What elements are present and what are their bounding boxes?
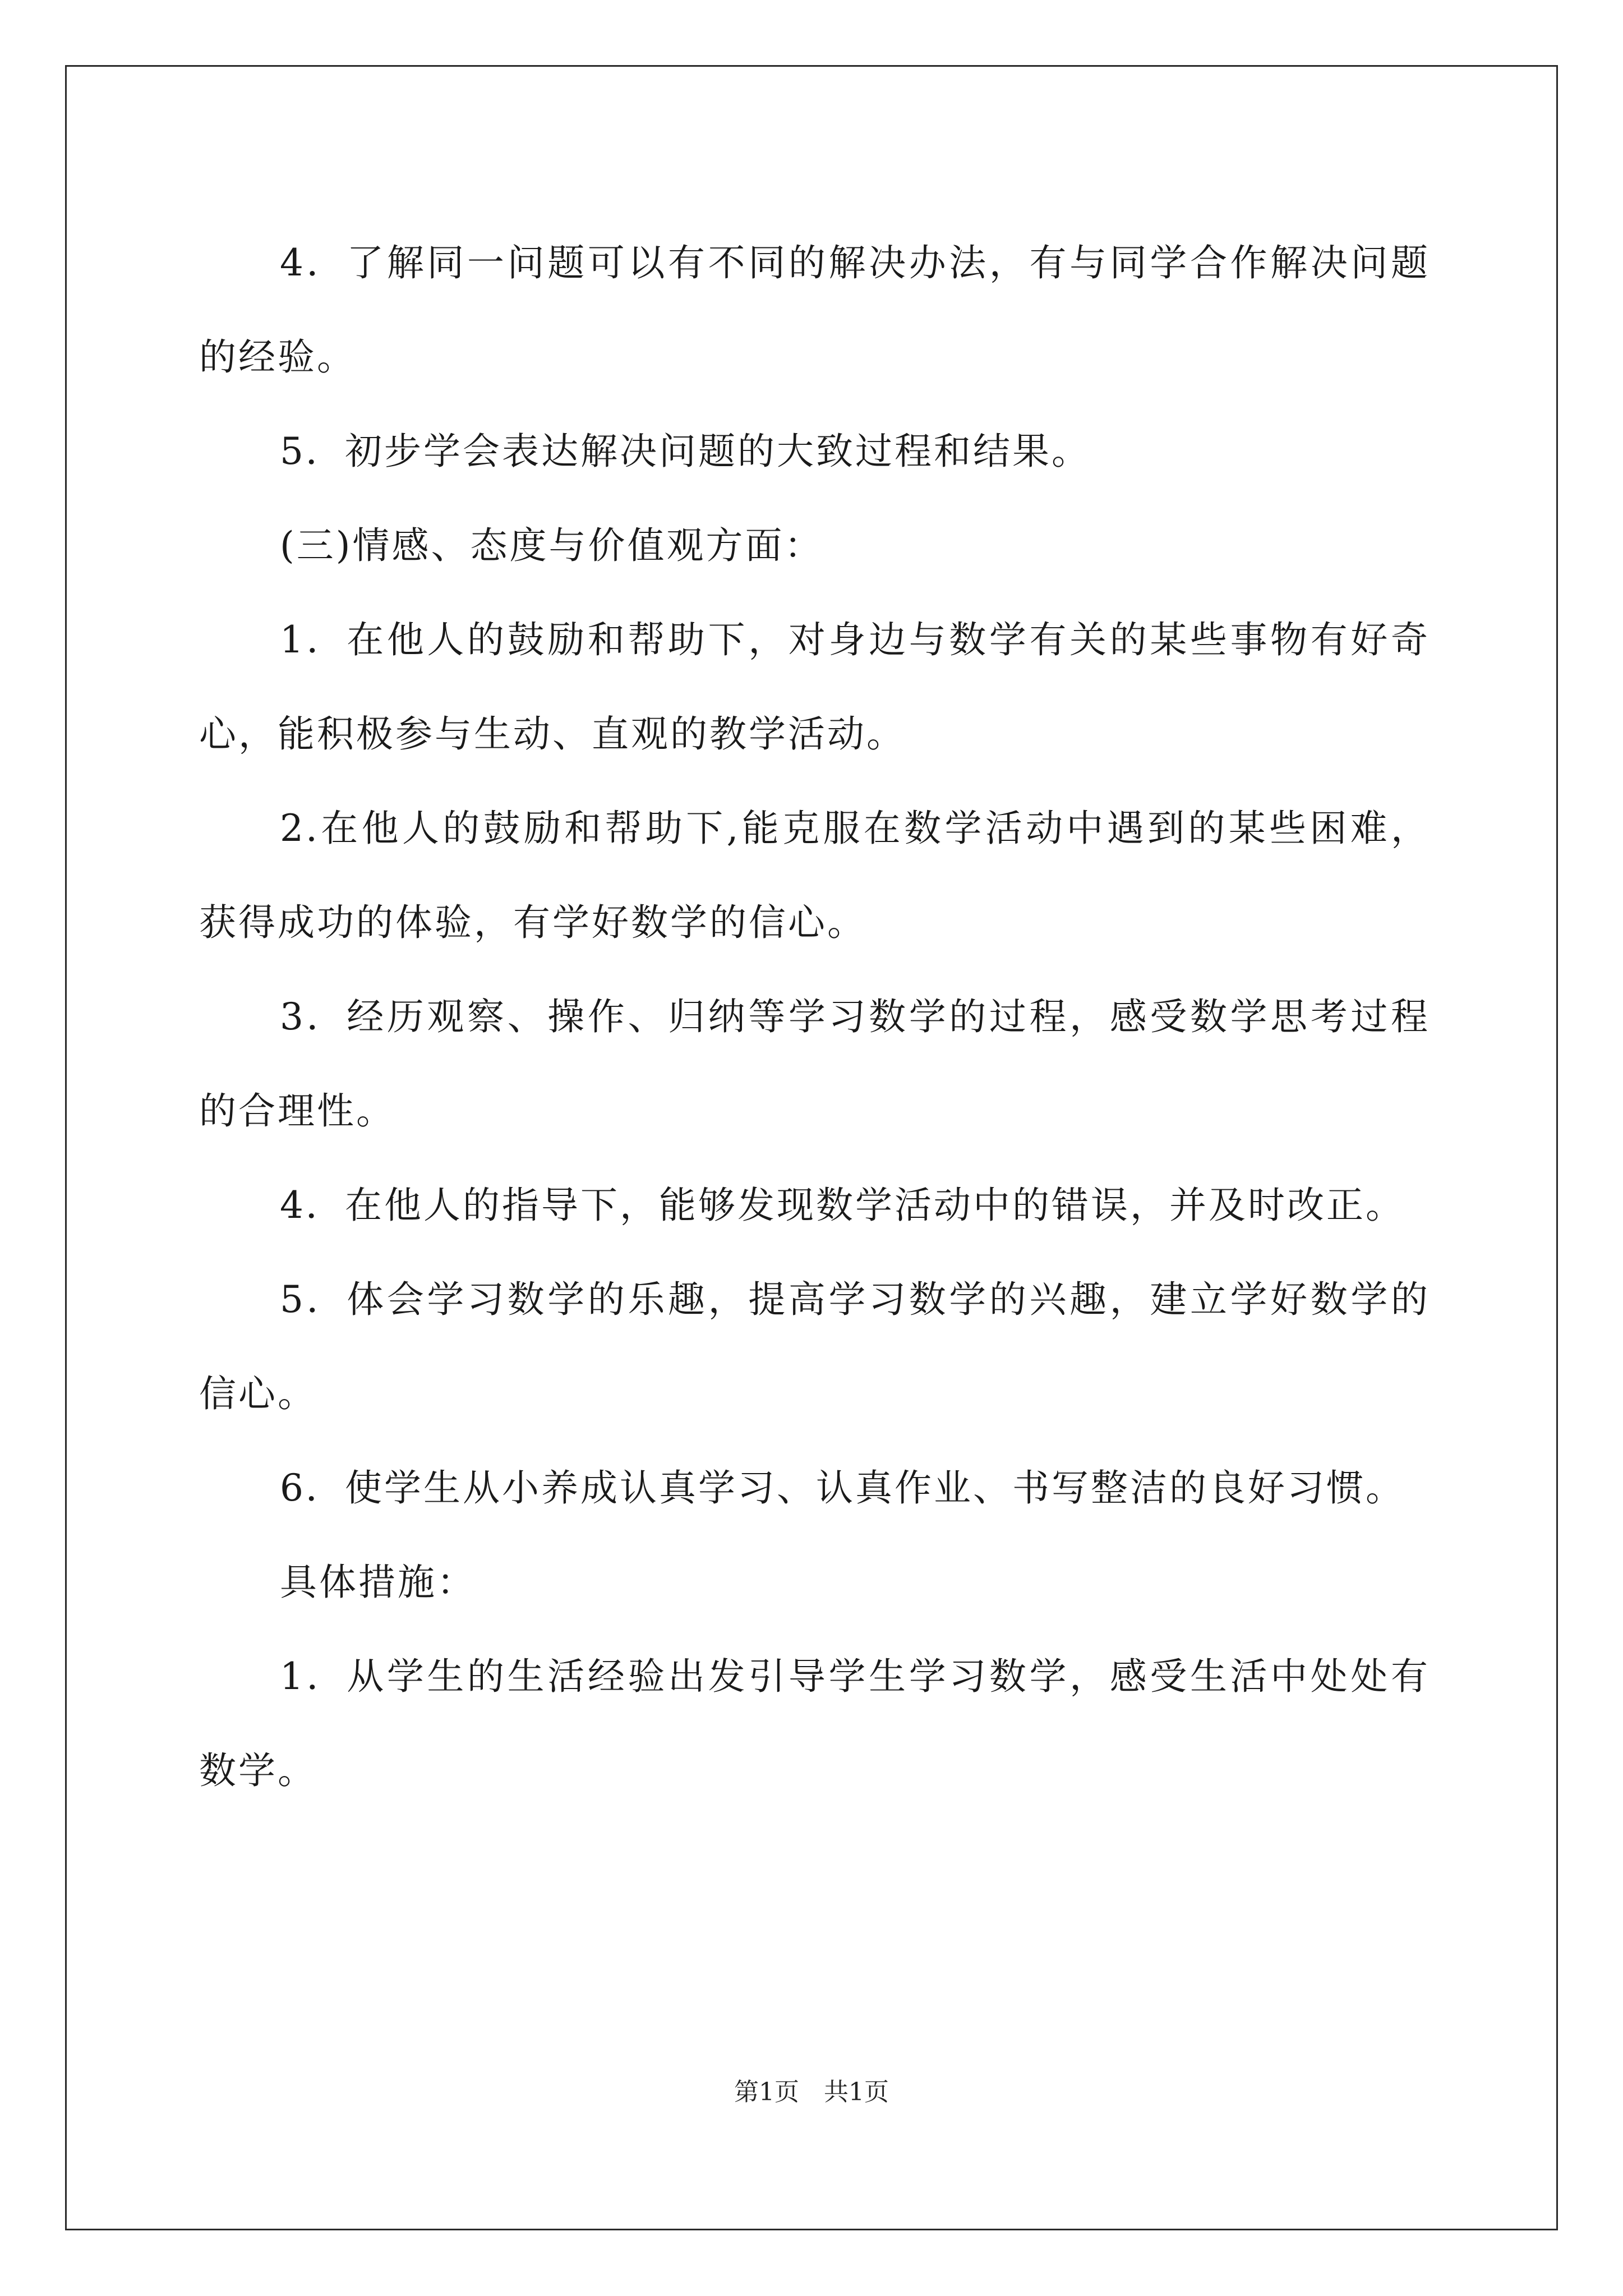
paragraph-measure-1: 1．从学生的生活经验出发引导学生学习数学，感受生活中处处有数学。 (199, 1655, 1430, 1792)
paragraph-emotion-2: 2.在他人的鼓励和帮助下,能克服在数学活动中遇到的某些困难，获得成功的体验，有学好数学的信心。 (199, 807, 1430, 944)
section-heading-emotion: (三)情感、态度与价值观方面： (280, 524, 824, 567)
paragraph-emotion-3: 3．经历观察、操作、归纳等学习数学的过程，感受数学思考过程的合理性。 (199, 995, 1430, 1133)
paragraph-emotion-1: 1．在他人的鼓励和帮助下，对身边与数学有关的某些事物有好奇心，能积极参与生动、直观的教学活动。 (199, 618, 1430, 756)
paragraph-emotion-6: 6．使学生从小养成认真学习、认真作业、书写整洁的良好习惯。 (280, 1466, 1405, 1510)
paragraph-emotion-5: 5．体会学习数学的乐趣，提高学习数学的兴趣，建立学好数学的信心。 (199, 1278, 1430, 1415)
section-heading-measures: 具体措施： (280, 1561, 476, 1604)
paragraph-goal-5: 5．初步学会表达解决问题的大致过程和结果。 (280, 430, 1091, 473)
page-footer: 第1页 共1页 (734, 2078, 889, 2106)
paragraph-goal-4: 4．了解同一问题可以有不同的解决办法，有与同学合作解决问题的经验。 (199, 241, 1430, 379)
document-body (199, 216, 1430, 1818)
paragraph-emotion-4: 4．在他人的指导下，能够发现数学活动中的错误，并及时改正。 (280, 1184, 1405, 1227)
